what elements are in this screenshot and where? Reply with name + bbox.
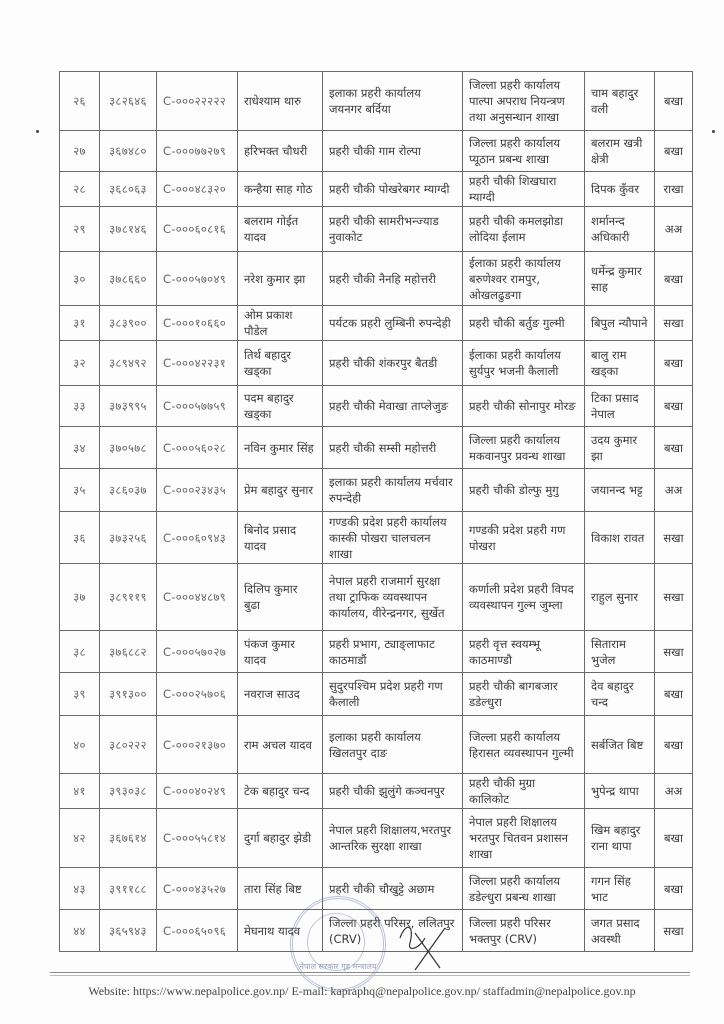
- cell-cid: C-०००२५७०६: [157, 673, 238, 716]
- cell-to: प्रहरी चौकी सोनापुर मोरङ: [463, 386, 585, 427]
- cell-sn: ३५: [60, 469, 100, 512]
- table-row: [60, 716, 693, 774]
- cell-sn: ३८: [60, 631, 100, 673]
- cell-to: कर्णाली प्रदेश प्रहरी विपद व्यवस्थापन गुल्म जुम्ला: [463, 564, 585, 631]
- cell-num: ३८९४९२: [100, 341, 157, 386]
- cell-rank: सखा: [655, 512, 693, 564]
- table-row: [60, 631, 693, 673]
- cell-num: ३६८०६३: [100, 172, 157, 207]
- cell-sn: २७: [60, 131, 100, 172]
- cell-sn: ४४: [60, 910, 100, 952]
- cell-cid: C-०००६५०९६: [157, 910, 238, 952]
- cell-cid: C-०००६०८१६: [157, 207, 238, 252]
- cell-name: मेघनाथ यादव: [238, 910, 323, 952]
- cell-name: राम अचल यादव: [238, 716, 323, 774]
- cell-from: इलाका प्रहरी कार्यालय खिलतपुर दाङ: [323, 716, 463, 774]
- cell-rank: बखा: [655, 252, 693, 306]
- cell-swap: भुपेन्द्र थापा: [585, 774, 655, 809]
- cell-name: पदम बहादुर खड्का: [238, 386, 323, 427]
- cell-to: प्रहरी चौकी शिखघारा म्याग्दी: [463, 172, 585, 207]
- cell-to: प्रहरी चौकी डोल्फु मुगु: [463, 469, 585, 512]
- cell-rank: बखा: [655, 72, 693, 131]
- cell-name: बलराम गोईत यादव: [238, 207, 323, 252]
- cell-sn: २६: [60, 72, 100, 131]
- cell-cid: C-०००७७२७९: [157, 131, 238, 172]
- cell-rank: राखा: [655, 172, 693, 207]
- seal-text: नेपाल सरकार गृह मन्त्रालय: [299, 962, 377, 971]
- cell-swap: धर्मेन्द्र कुमार साह: [585, 252, 655, 306]
- cell-sn: ३६: [60, 512, 100, 564]
- cell-name: कन्हैया साह गोठ: [238, 172, 323, 207]
- cell-from: प्रहरी चौकी मेवाखा ताप्लेजुङ: [323, 386, 463, 427]
- transfer-table: [59, 71, 693, 952]
- cell-rank: बखा: [655, 341, 693, 386]
- cell-to: जिल्ला प्रहरी कार्यालय पाल्पा अपराध नियन्त्रण तथा अनुसन्धान शाखा: [463, 72, 585, 131]
- cell-from: पर्यटक प्रहरी लुम्बिनी रुपन्देही: [323, 306, 463, 341]
- cell-sn: ३४: [60, 427, 100, 469]
- table-row: [60, 131, 693, 172]
- cell-cid: C-०००४३५२७: [157, 868, 238, 910]
- cell-to: प्रहरी चौकी बागबजार डडेल्धुरा: [463, 673, 585, 716]
- table-row: [60, 72, 693, 131]
- cell-to: जिल्ला प्रहरी कार्यालय हिरासत व्यवस्थापन गुल्मी: [463, 716, 585, 774]
- cell-rank: सखा: [655, 910, 693, 952]
- cell-rank: सखा: [655, 306, 693, 341]
- cell-sn: ३२: [60, 341, 100, 386]
- cell-num: ३८०२२२: [100, 716, 157, 774]
- cell-num: ३९३०३८: [100, 774, 157, 809]
- table-row: [60, 386, 693, 427]
- cell-swap: विकाश रावत: [585, 512, 655, 564]
- cell-num: ३६७६१४: [100, 809, 157, 868]
- cell-sn: ३०: [60, 252, 100, 306]
- cell-cid: C-०००४२२३१: [157, 341, 238, 386]
- cell-name: तारा सिंह बिष्ट: [238, 868, 323, 910]
- official-seal: [290, 896, 386, 992]
- cell-to: गण्डकी प्रदेश प्रहरी गण पोखरा: [463, 512, 585, 564]
- table-row: [60, 774, 693, 809]
- cell-num: ३९११८८: [100, 868, 157, 910]
- cell-num: ३६७४८०: [100, 131, 157, 172]
- cell-name: बिनोद प्रसाद यादव: [238, 512, 323, 564]
- cell-name: नवराज साउद: [238, 673, 323, 716]
- cell-from: प्रहरी चौकी सम्सी महोत्तरी: [323, 427, 463, 469]
- cell-rank: बखा: [655, 809, 693, 868]
- cell-from: सुदुरपश्चिम प्रदेश प्रहरी गण कैलाली: [323, 673, 463, 716]
- cell-from: प्रहरी चौकी पोखरेबगर म्याग्दी: [323, 172, 463, 207]
- cell-sn: २९: [60, 207, 100, 252]
- cell-from: इलाका प्रहरी कार्यालय जयनगर बर्दिया: [323, 72, 463, 131]
- cell-cid: C-०००२३४३५: [157, 469, 238, 512]
- cell-from: इलाका प्रहरी कार्यालय मर्चवार रुपन्देही: [323, 469, 463, 512]
- cell-to: जिल्ला प्रहरी परिसर भक्तपुर (CRV): [463, 910, 585, 952]
- cell-rank: अअ: [655, 774, 693, 809]
- cell-name: दुर्गा बहादुर झेडी: [238, 809, 323, 868]
- cell-cid: C-०००६०९४३: [157, 512, 238, 564]
- cell-cid: C-०००४८३२०: [157, 172, 238, 207]
- cell-swap: देव बहादुर चन्द: [585, 673, 655, 716]
- cell-swap: बालु राम खड्का: [585, 341, 655, 386]
- cell-name: पंकज कुमार यादव: [238, 631, 323, 673]
- table-row: [60, 207, 693, 252]
- cell-rank: बखा: [655, 131, 693, 172]
- cell-from: नेपाल प्रहरी शिक्षालय,भरतपुर आन्तरिक सुरक्षा शाखा: [323, 809, 463, 868]
- table-row: [60, 809, 693, 868]
- cell-swap: जगत प्रसाद अवस्थी: [585, 910, 655, 952]
- cell-num: ३८२६४६: [100, 72, 157, 131]
- cell-name: नरेश कुमार झा: [238, 252, 323, 306]
- cell-swap: टिका प्रसाद नेपाल: [585, 386, 655, 427]
- cell-to: नेपाल प्रहरी शिक्षालय भरतपुर चितवन प्रशासन शाखा: [463, 809, 585, 868]
- cell-cid: C-०००५७०२७: [157, 631, 238, 673]
- cell-num: ३९१३००: [100, 673, 157, 716]
- cell-sn: ३३: [60, 386, 100, 427]
- table-row: [60, 469, 693, 512]
- cell-name: दिलिप कुमार बुढा: [238, 564, 323, 631]
- cell-from: प्रहरी प्रभाग, ट्याङ्लाफाट काठमाडौं: [323, 631, 463, 673]
- cell-rank: बखा: [655, 716, 693, 774]
- cell-sn: २८: [60, 172, 100, 207]
- cell-cid: C-०००१०६६०: [157, 306, 238, 341]
- cell-swap: चाम बहादुर वली: [585, 72, 655, 131]
- cell-from: प्रहरी चौकी चौखुट्टे अछाम: [323, 868, 463, 910]
- cell-rank: बखा: [655, 673, 693, 716]
- cell-to: ईलाका प्रहरी कार्यालय सुर्यपुर भजनी कैलाली: [463, 341, 585, 386]
- cell-swap: जयानन्द भट्ट: [585, 469, 655, 512]
- cell-swap: शर्मानन्द अधिकारी: [585, 207, 655, 252]
- cell-name: हरिभक्त चौधरी: [238, 131, 323, 172]
- cell-cid: C-०००४०२४९: [157, 774, 238, 809]
- cell-swap: खिम बहादुर राना थापा: [585, 809, 655, 868]
- cell-num: ३७८१४६: [100, 207, 157, 252]
- cell-num: ३७८६६०: [100, 252, 157, 306]
- cell-num: ३७३२५६: [100, 512, 157, 564]
- cell-rank: अअ: [655, 207, 693, 252]
- margin-mark: [36, 130, 39, 133]
- cell-to: जिल्ला प्रहरी कार्यालय प्यूठान प्रबन्ध शाखा: [463, 131, 585, 172]
- cell-from: जिल्ला प्रहरी परिसर, ललितपुर (CRV): [323, 910, 463, 952]
- table-row: [60, 341, 693, 386]
- cell-to: प्रहरी चौकी बर्तुङ गुल्मी: [463, 306, 585, 341]
- table-row: [60, 306, 693, 341]
- cell-swap: दिपक कुँवर: [585, 172, 655, 207]
- cell-sn: ४०: [60, 716, 100, 774]
- cell-swap: गगन सिंह भाट: [585, 868, 655, 910]
- cell-to: जिल्ला प्रहरी कार्यालय डडेल्धुरा प्रबन्ध शाखा: [463, 868, 585, 910]
- cell-name: प्रेम बहादुर सुनार: [238, 469, 323, 512]
- cell-to: ईलाका प्रहरी कार्यालय बरुणेश्वर रामपुर, ओखलढुङगा: [463, 252, 585, 306]
- cell-rank: अअ: [655, 469, 693, 512]
- cell-swap: उदय कुमार झा: [585, 427, 655, 469]
- cell-num: ३७३९९५: [100, 386, 157, 427]
- cell-name: नविन कुमार सिंह: [238, 427, 323, 469]
- cell-num: ३८३९००: [100, 306, 157, 341]
- cell-swap: सिताराम भुजेल: [585, 631, 655, 673]
- cell-sn: ३७: [60, 564, 100, 631]
- cell-sn: ४२: [60, 809, 100, 868]
- table-row: [60, 868, 693, 910]
- margin-mark: [712, 130, 715, 133]
- cell-from: प्रहरी चौकी गाम रोल्पा: [323, 131, 463, 172]
- cell-num: ३७०५७८: [100, 427, 157, 469]
- cell-from: नेपाल प्रहरी राजमार्ग सुरक्षा तथा ट्राफिक व्यवस्थापन कार्यालय, वीरेन्द्रनगर, सुर्खेत: [323, 564, 463, 631]
- footer-divider: [50, 975, 690, 976]
- cell-cid: C-०००५६०२८: [157, 427, 238, 469]
- table-row: [60, 512, 693, 564]
- cell-num: ३७६८८२: [100, 631, 157, 673]
- cell-from: प्रहरी चौकी झुलुंगे कञ्चनपुर: [323, 774, 463, 809]
- cell-rank: सखा: [655, 631, 693, 673]
- cell-sn: ४३: [60, 868, 100, 910]
- cell-sn: ३९: [60, 673, 100, 716]
- cell-sn: ३१: [60, 306, 100, 341]
- cell-sn: ४१: [60, 774, 100, 809]
- cell-rank: बखा: [655, 868, 693, 910]
- cell-cid: C-०००२२२२२: [157, 72, 238, 131]
- cell-name: टेक बहादुर चन्द: [238, 774, 323, 809]
- cell-cid: C-०००२१३७०: [157, 716, 238, 774]
- cell-from: प्रहरी चौकी शंकरपुर बैतडी: [323, 341, 463, 386]
- cell-name: राधेश्याम थारु: [238, 72, 323, 131]
- cell-from: प्रहरी चौकी सामरीभन्ज्याड नुवाकोट: [323, 207, 463, 252]
- cell-from: गण्डकी प्रदेश प्रहरी कार्यालय कास्की पोखरा चालचलन शाखा: [323, 512, 463, 564]
- table-row: [60, 427, 693, 469]
- cell-num: ३६५९४३: [100, 910, 157, 952]
- table-row: [60, 673, 693, 716]
- cell-cid: C-०००४४८७९: [157, 564, 238, 631]
- cell-swap: बलराम खत्री क्षेत्री: [585, 131, 655, 172]
- cell-cid: C-०००५५८१४: [157, 809, 238, 868]
- table-row: [60, 252, 693, 306]
- cell-name: तिर्थ बहादुर खड्का: [238, 341, 323, 386]
- footer-divider: [50, 972, 690, 973]
- cell-to: जिल्ला प्रहरी कार्यालय मकवानपुर प्रवन्ध शाखा: [463, 427, 585, 469]
- cell-num: ३८६०३७: [100, 469, 157, 512]
- table-row: [60, 172, 693, 207]
- cell-swap: राहुल सुनार: [585, 564, 655, 631]
- cell-rank: बखा: [655, 427, 693, 469]
- cell-rank: सखा: [655, 564, 693, 631]
- cell-to: प्रहरी चौकी मुग्रा कालिकोट: [463, 774, 585, 809]
- cell-swap: बिपुल न्यौपाने: [585, 306, 655, 341]
- signature: [385, 918, 465, 973]
- cell-num: ३८९११९: [100, 564, 157, 631]
- cell-rank: बखा: [655, 386, 693, 427]
- cell-cid: C-०००५७७५९: [157, 386, 238, 427]
- cell-name: ओम प्रकाश पौडेल: [238, 306, 323, 341]
- footer-contact: Website: https://www.nepalpolice.gov.np/ E-mail: kapraphq@nepalpolice.gov.np/ staffadmin@nepalpolice.gov.np: [88, 984, 636, 998]
- cell-from: प्रहरी चौकी नैनहि महोत्तरी: [323, 252, 463, 306]
- table-row: [60, 564, 693, 631]
- cell-swap: सर्बजित बिष्ट: [585, 716, 655, 774]
- cell-to: प्रहरी चौकी कमलझोडा लोदिया ईलाम: [463, 207, 585, 252]
- cell-cid: C-०००५७०४९: [157, 252, 238, 306]
- cell-to: प्रहरी वृत्त स्वयम्भू काठमाण्डौ: [463, 631, 585, 673]
